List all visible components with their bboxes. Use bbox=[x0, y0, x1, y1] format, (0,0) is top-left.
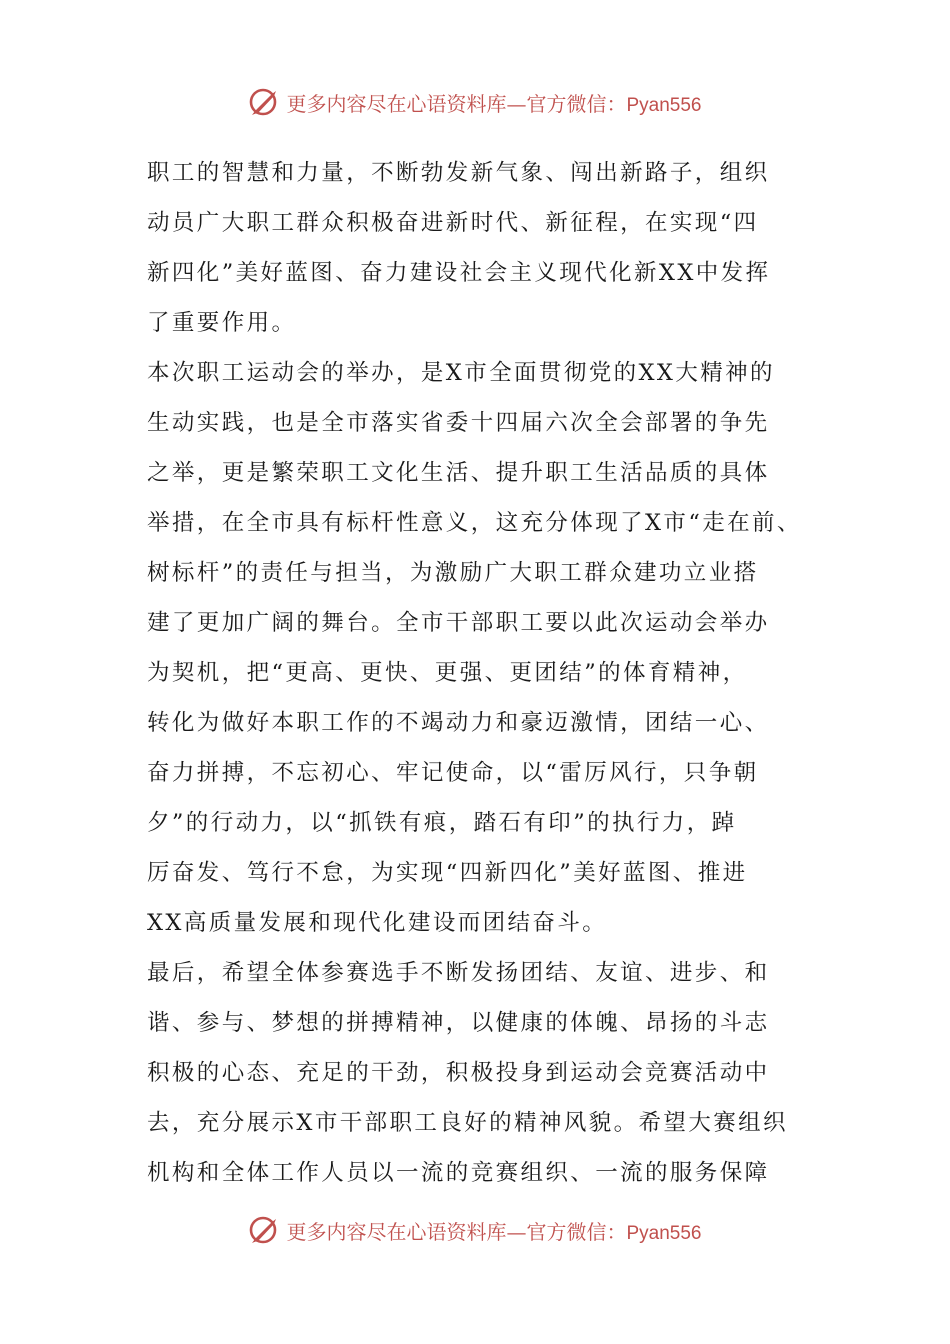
header-watermark-banner bbox=[0, 82, 950, 122]
text-line: 去，充分展示X市干部职工良好的精神风貌。希望大赛组织 bbox=[147, 1110, 788, 1136]
banner-label: 更多内容尽在心语资料库—官方微信： bbox=[286, 1219, 627, 1244]
wechat-id: Pyan556 bbox=[626, 94, 702, 116]
pen-logo-icon bbox=[248, 1213, 282, 1247]
text-line: 奋力拼搏，不忘初心、牢记使命，以“雷厉风行，只争朝 bbox=[147, 760, 759, 786]
text-line: 积极的心态、充足的干劲，积极投身到运动会竞赛活动中 bbox=[147, 1060, 770, 1086]
text-line: 最后，希望全体参赛选手不断发扬团结、友谊、进步、和 bbox=[147, 960, 770, 986]
text-line: 树标杆”的责任与担当，为激励广大职工群众建功立业搭 bbox=[147, 560, 759, 586]
banner-text bbox=[286, 1216, 701, 1245]
text-line: XX高质量发展和现代化建设而团结奋斗。 bbox=[147, 910, 608, 936]
text-line: 为契机，把“更高、更快、更强、更团结”的体育精神， bbox=[147, 660, 748, 686]
text-line: 生动实践，也是全市落实省委十四届六次全会部署的争先 bbox=[147, 410, 770, 436]
banner-label: 更多内容尽在心语资料库—官方微信： bbox=[286, 91, 627, 116]
text-line: 举措，在全市具有标杆性意义，这充分体现了X市“走在前、 bbox=[147, 510, 802, 536]
pen-logo-icon bbox=[248, 85, 282, 119]
document-body bbox=[147, 148, 807, 1198]
text-line: 了重要作用。 bbox=[147, 310, 297, 336]
text-line: 本次职工运动会的举办，是X市全面贯彻党的XX大精神的 bbox=[147, 360, 775, 386]
text-line: 厉奋发、笃行不怠，为实现“四新四化”美好蓝图、推进 bbox=[147, 860, 748, 886]
text-line: 之举，更是繁荣职工文化生活、提升职工生活品质的具体 bbox=[147, 460, 770, 486]
text-line: 职工的智慧和力量，不断勃发新气象、闯出新路子，组织 bbox=[147, 160, 770, 186]
footer-watermark-banner bbox=[0, 1210, 950, 1250]
text-line: 夕”的行动力，以“抓铁有痕，踏石有印”的执行力，踔 bbox=[147, 810, 737, 836]
banner-text bbox=[286, 88, 701, 117]
wechat-id: Pyan556 bbox=[626, 1222, 702, 1244]
text-line: 建了更加广阔的舞台。全市干部职工要以此次运动会举办 bbox=[147, 610, 770, 636]
text-line: 机构和全体工作人员以一流的竞赛组织、一流的服务保障 bbox=[147, 1160, 770, 1186]
text-line: 动员广大职工群众积极奋进新时代、新征程，在实现“四 bbox=[147, 210, 759, 236]
text-line: 新四化”美好蓝图、奋力建设社会主义现代化新XX中发挥 bbox=[147, 260, 771, 286]
text-line: 转化为做好本职工作的不竭动力和豪迈激情，团结一心、 bbox=[147, 710, 770, 736]
text-line: 谐、参与、梦想的拼搏精神，以健康的体魄、昂扬的斗志 bbox=[147, 1010, 770, 1036]
